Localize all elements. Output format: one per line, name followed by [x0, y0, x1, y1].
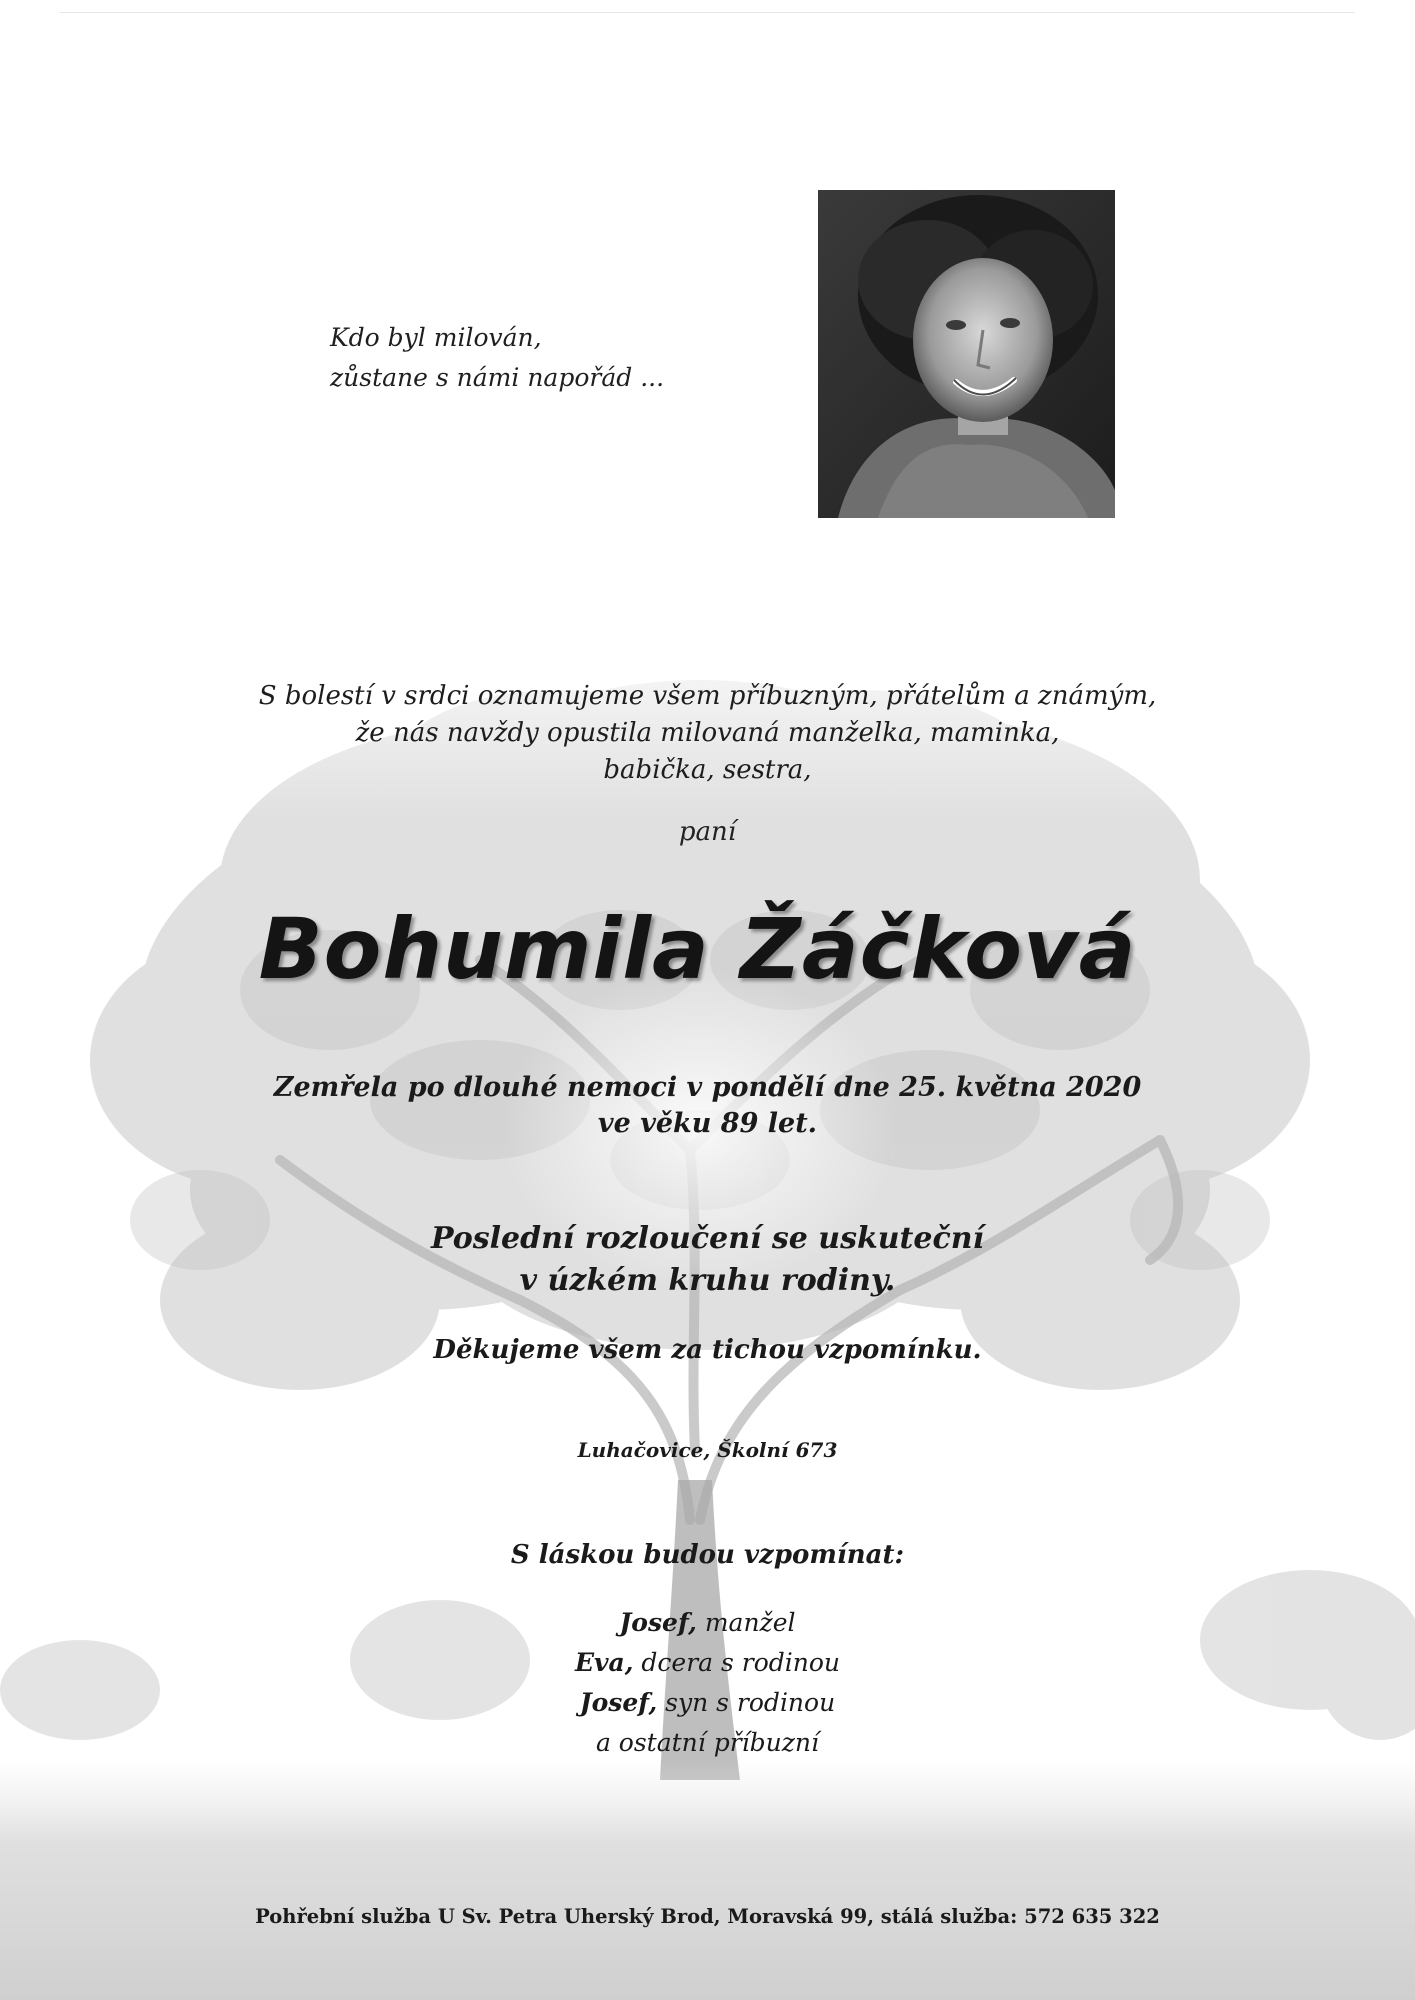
mourner-name: Eva,	[574, 1648, 634, 1677]
honorific-title: paní	[678, 817, 737, 847]
motto-line-2: zůstane s námi napořád ...	[330, 363, 665, 392]
deceased-name: Bohumila Žáčková	[258, 900, 1137, 998]
death-info-line-2: ve věku 89 let.	[597, 1108, 818, 1139]
mourner-row	[0, 1723, 1415, 1763]
farewell-line-1: Poslední rozloučení se uskuteční	[431, 1221, 984, 1256]
death-info	[0, 1070, 1415, 1142]
farewell-notice	[0, 1218, 1415, 1302]
mourners-heading: S láskou budou vzpomínat:	[510, 1540, 905, 1570]
mourner-name: Josef,	[579, 1688, 658, 1717]
mourner-relation: a ostatní příbuzní	[595, 1728, 820, 1757]
announcement-text	[0, 678, 1415, 789]
mourner-row	[0, 1603, 1415, 1643]
announcement-line-2: že nás navždy opustila milovaná manželka, maminka,	[355, 718, 1060, 748]
mourner-name: Josef,	[619, 1608, 697, 1637]
thanks-text: Děkujeme všem za tichou vzpomínku.	[433, 1335, 982, 1365]
mourner-row	[0, 1643, 1415, 1683]
farewell-line-2: v úzkém kruhu rodiny.	[519, 1263, 896, 1298]
funeral-service-footer: Pohřební služba U Sv. Petra Uherský Brod, Moravská 99, stálá služba: 572 635 322	[255, 1905, 1160, 1928]
motto-line-1: Kdo byl milován,	[330, 323, 542, 352]
death-info-line-1: Zemřela po dlouhé nemoci v pondělí dne 25. května 2020	[273, 1072, 1142, 1103]
mourners-list	[0, 1603, 1415, 1763]
announcement-line-3: babička, sestra,	[603, 755, 812, 785]
motto-quote	[330, 318, 750, 398]
mourner-relation: dcera s rodinou	[641, 1648, 841, 1677]
portrait-photo	[818, 190, 1115, 518]
family-address: Luhačovice, Školní 673	[577, 1438, 838, 1462]
announcement-line-1: S bolestí v srdci oznamujeme všem příbuzným, přátelům a známým,	[258, 681, 1157, 711]
mourner-row	[0, 1683, 1415, 1723]
mourner-relation: manžel	[704, 1608, 796, 1637]
mourner-relation: syn s rodinou	[665, 1688, 836, 1717]
